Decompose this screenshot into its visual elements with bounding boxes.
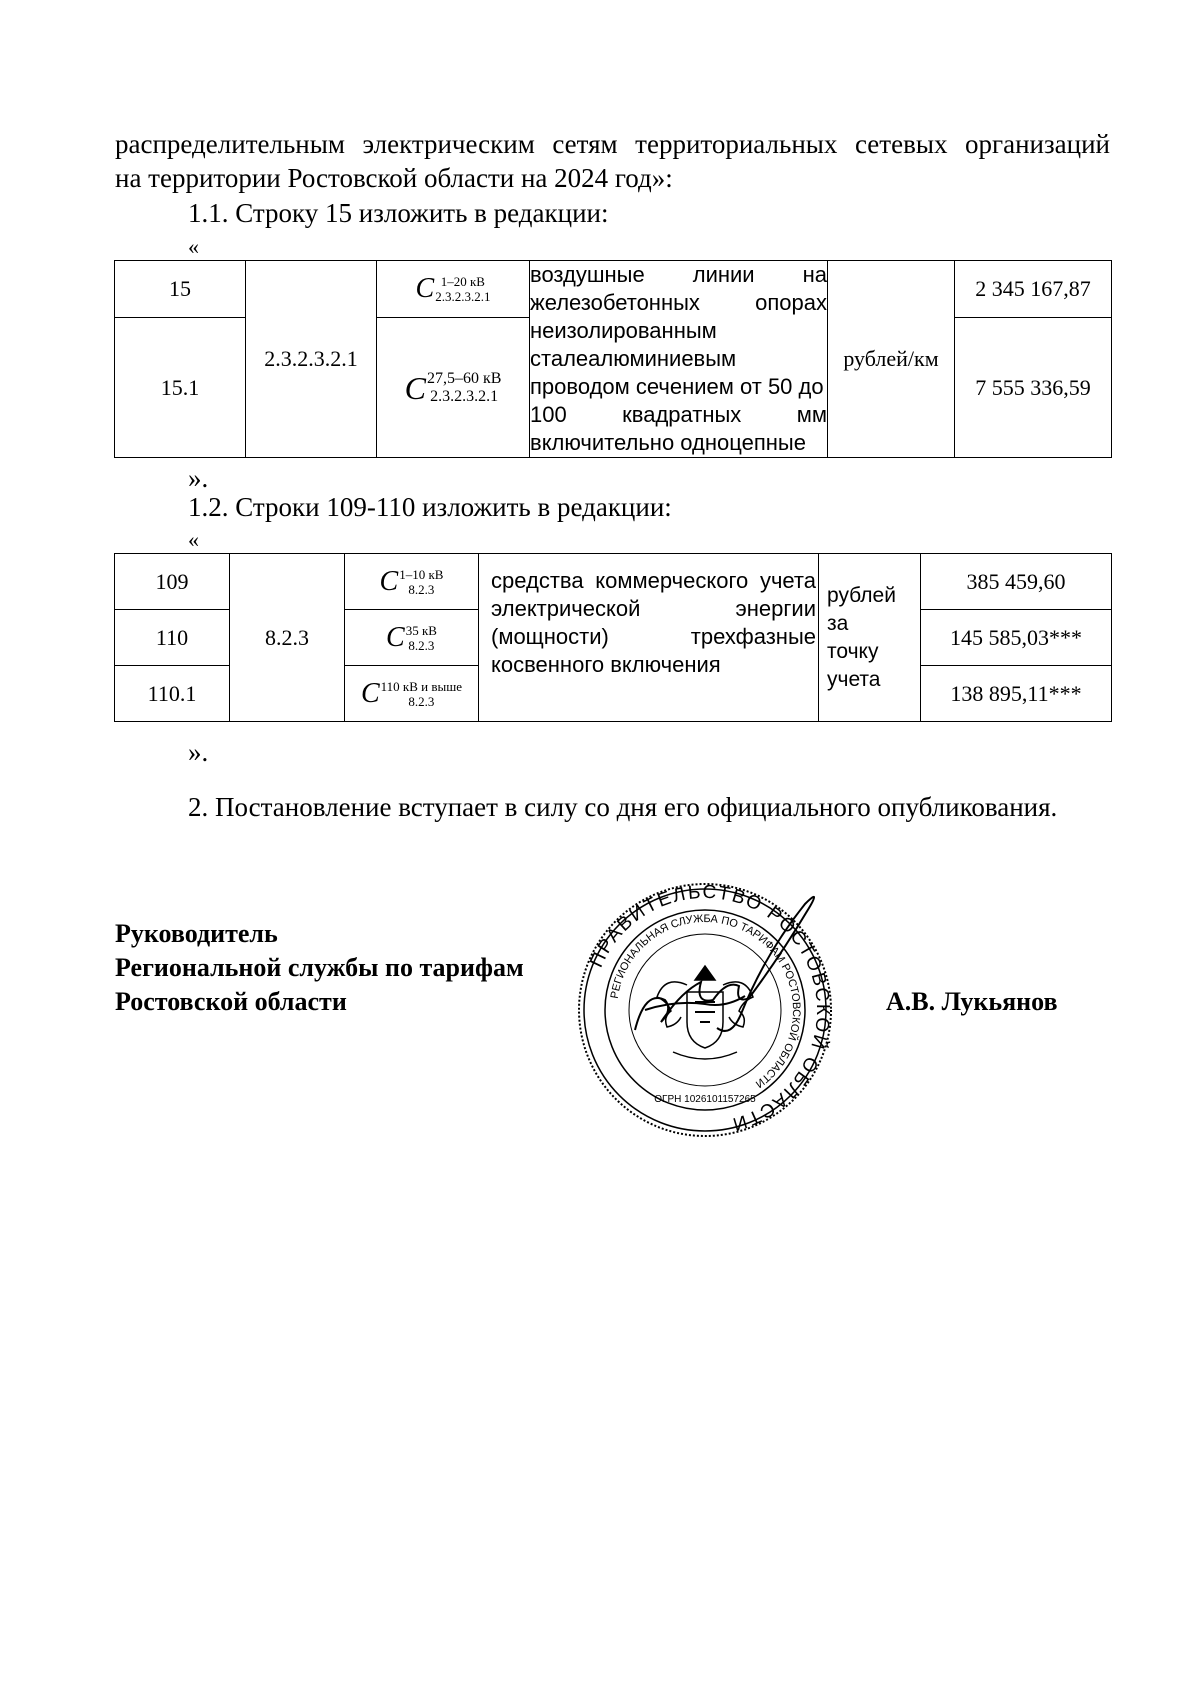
signatory-title-line: Руководитель: [115, 919, 278, 948]
row-number: 110: [115, 610, 230, 666]
open-quote-1: «: [188, 234, 199, 259]
description-cell: воздушные линии на железобетонных опорах неизолированным сталеалюминиевым проводом сечением от 50 до 100 квадратных мм включительно одноцепные: [530, 261, 828, 458]
value-cell: 138 895,11***: [921, 666, 1112, 722]
tariff-symbol: C 110 кВ и выше 8.2.3: [360, 677, 463, 709]
close-quote-1: ».: [188, 463, 209, 493]
tariff-symbol: C 35 кВ 8.2.3: [386, 621, 437, 653]
table-rows-109-110: [114, 553, 1112, 722]
table-row-15: [114, 260, 1112, 458]
row-number: 15.1: [115, 318, 246, 458]
symbol-cell: [377, 318, 530, 458]
description-cell: средства коммерческого учета электрической энергии (мощности) трехфазные косвенного включения: [479, 554, 819, 722]
item-1-1: 1.1. Строку 15 изложить в редакции:: [188, 198, 609, 228]
signatory-title: [115, 917, 524, 1019]
row-number: 15: [115, 261, 246, 318]
intro-line-2: на территории Ростовской области на 2024 год»:: [115, 163, 673, 193]
symbol-cell: [345, 666, 479, 722]
value-cell: 385 459,60: [921, 554, 1112, 610]
unit-cell: рублей/км: [828, 261, 955, 458]
tariff-symbol: C 1–20 кВ 2.3.2.3.2.1: [415, 273, 491, 304]
open-quote-2: «: [188, 527, 199, 552]
tariff-symbol: C 27,5–60 кВ 2.3.2.3.2.1: [404, 369, 502, 406]
unit-cell: рублей за точку учета: [819, 554, 921, 722]
item-2: 2. Постановление вступает в силу со дня его официального опубликования.: [188, 792, 1058, 822]
row-number: 110.1: [115, 666, 230, 722]
coat-of-arms-icon: [657, 966, 753, 1059]
table-row: [115, 554, 1112, 610]
symbol-cell: [377, 261, 530, 318]
value-cell: 2 345 167,87: [955, 261, 1112, 318]
value-cell: 145 585,03***: [921, 610, 1112, 666]
symbol-cell: [345, 554, 479, 610]
symbol-cell: [345, 610, 479, 666]
tariff-symbol: C 1–10 кВ 8.2.3: [379, 565, 444, 597]
item-1-2: 1.2. Строки 109-110 изложить в редакции:: [188, 492, 672, 522]
official-seal: [575, 880, 835, 1140]
table-row: [115, 261, 1112, 318]
intro-line-1: распределительным электрическим сетям территориальных сетевых организаций: [115, 129, 1110, 159]
seal-outer-text: ПРАВИТЕЛЬСТВО РОСТОВСКОЙ ОБЛАСТИ: [586, 881, 834, 1135]
signatory-title-line: Региональной службы по тарифам: [115, 953, 524, 982]
row-number: 109: [115, 554, 230, 610]
code-cell: 8.2.3: [230, 554, 345, 722]
signatory-name: А.В. Лукьянов: [886, 987, 1058, 1016]
seal-inner-text: РЕГИОНАЛЬНАЯ СЛУЖБА ПО ТАРИФАМ РОСТОВСКОЙ ОБЛАСТИ: [608, 912, 803, 1090]
signatory-title-line: Ростовской области: [115, 987, 347, 1016]
value-cell: 7 555 336,59: [955, 318, 1112, 458]
code-cell: 2.3.2.3.2.1: [246, 261, 377, 458]
seal-ogrn: ОГРН 1026101157265: [654, 1094, 756, 1105]
close-quote-2: ».: [188, 737, 209, 767]
